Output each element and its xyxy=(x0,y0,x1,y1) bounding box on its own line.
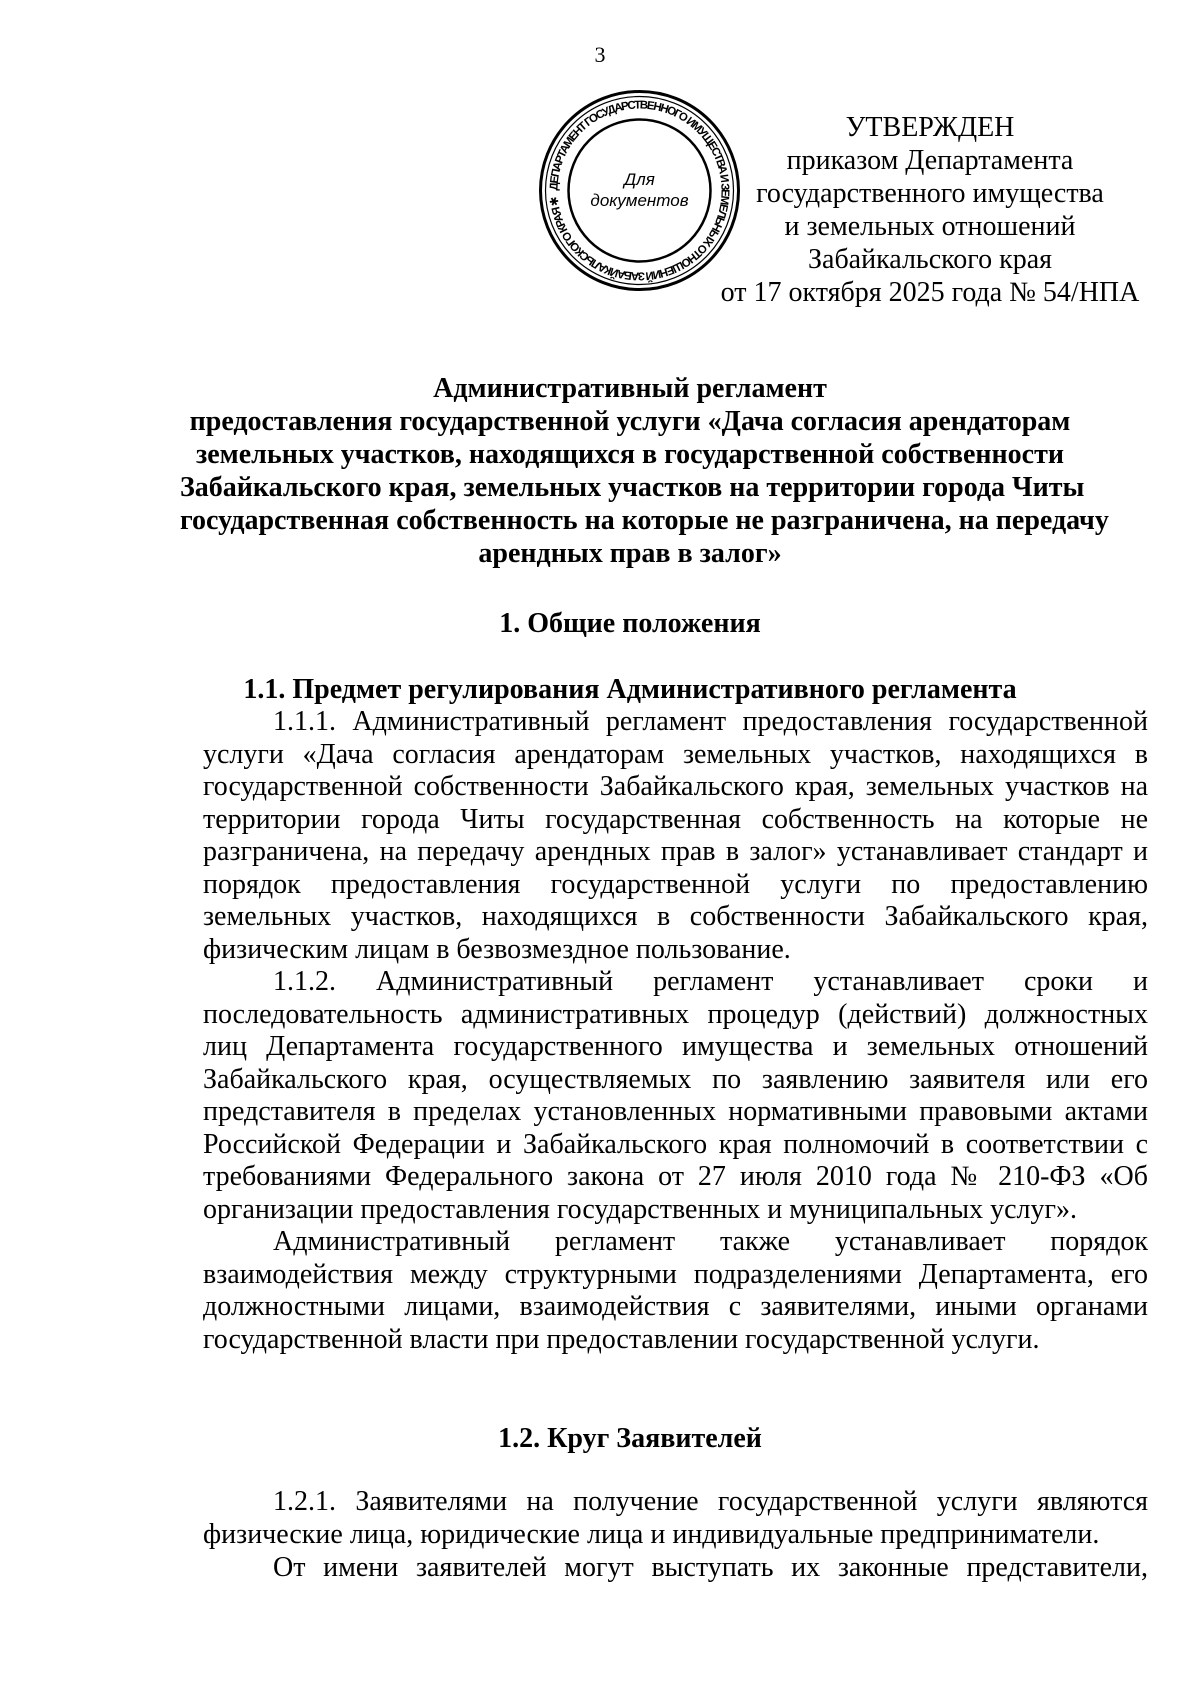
paragraph-line: 1.1.1. Административный регламент предоставления государственной xyxy=(273,706,1148,737)
paragraph-line: физические лица, юридические лица и индивидуальные предприниматели. xyxy=(203,1518,1100,1550)
paragraph-line: От имени заявителей могут выступать их законные представители, xyxy=(273,1552,1148,1583)
paragraph-line: последовательность административных процедур (действий) должностных xyxy=(203,998,1148,1030)
paragraph-representatives xyxy=(203,1552,1148,1585)
paragraph-1-2-1 xyxy=(203,1486,1148,1551)
approval-line: Забайкальского края xyxy=(807,244,1052,275)
paragraph-line: земельных участков, находящихся в собственности Забайкальского края, xyxy=(203,901,1148,932)
paragraph-line: Забайкальского края, осуществляемых по заявлению заявителя или его xyxy=(203,1063,1148,1095)
paragraph-line: должностными лицами, взаимодействия с заявителями, иными органами xyxy=(203,1291,1148,1322)
stamp-center-line1: Для xyxy=(624,170,655,189)
title-line: предоставления государственной услуги «Дача согласия арендаторам xyxy=(189,406,1071,437)
approval-line: УТВЕРЖДЕН xyxy=(845,112,1015,143)
approval-line: и земельных отношений xyxy=(784,211,1076,242)
title-line: государственная собственность на которые не разграничена, на передачу xyxy=(180,505,1109,536)
subsection-1-2-heading: 1.2. Круг Заявителей xyxy=(498,1423,762,1454)
paragraph-line: лиц Департамента государственного имущества и земельных отношений xyxy=(203,1031,1148,1062)
title-line: Административный регламент xyxy=(433,373,827,404)
paragraph-line: 1.2.1. Заявителями на получение государственной услуги являются xyxy=(273,1486,1148,1517)
paragraph-line: требованиями Федерального закона от 27 июля 2010 года № 210-ФЗ «Об xyxy=(203,1161,1148,1192)
paragraph-line: 1.1.2. Административный регламент устанавливает сроки и xyxy=(273,966,1148,997)
stamp-ring-textpath: ДЕПАРТАМЕНТ ГОСУДАРСТВЕННОГО ИМУЩЕСТВА И ЗЕМЕЛЬНЫХ ОТНОШЕНИЙ ЗАБАЙКАЛЬСКОГО КРАЯ ✱ xyxy=(548,99,731,282)
paragraph-line: представителя в пределах установленных нормативными правовыми актами xyxy=(203,1096,1148,1127)
paragraph-line: Российской Федерации и Забайкальского края полномочий в соответствии с xyxy=(203,1128,1148,1160)
paragraph-line: взаимодействия между структурными подразделениями Департамента, его xyxy=(203,1258,1148,1290)
approval-block xyxy=(700,111,1160,309)
approval-line: государственного имущества xyxy=(756,178,1104,209)
title-line: земельных участков, находящихся в государственной собственности xyxy=(196,439,1064,470)
paragraph-line: территории города Читы государственная собственность на которые не xyxy=(203,803,1148,835)
paragraph-line: Административный регламент также устанавливает порядок xyxy=(273,1226,1148,1257)
paragraph-line: услуги «Дача согласия арендаторам земельных участков, находящихся в xyxy=(203,738,1148,770)
page-number: 3 xyxy=(594,42,606,67)
paragraph-interaction xyxy=(203,1226,1148,1356)
paragraph-1-1-2 xyxy=(203,966,1148,1226)
title-line: арендных прав в залог» xyxy=(478,538,782,569)
stamp-center-line2: документов xyxy=(590,191,689,210)
subsection-1-1-heading: 1.1. Предмет регулирования Административного регламента xyxy=(243,674,1017,705)
title-line: Забайкальского края, земельных участков на территории города Читы xyxy=(180,472,1085,503)
approval-line: от 17 октября 2025 года № 54/НПА xyxy=(720,277,1140,308)
paragraph-1-1-1 xyxy=(203,706,1148,966)
paragraph-line: государственной собственности Забайкальского края, земельных участков на xyxy=(203,771,1148,802)
paragraph-line: физическим лицам в безвозмездное пользование. xyxy=(203,933,791,965)
document-title xyxy=(180,372,1109,570)
paragraph-line: порядок предоставления государственной услуги по предоставлению xyxy=(203,868,1148,900)
section-1-heading: 1. Общие положения xyxy=(499,608,761,639)
paragraph-line: организации предоставления государственных и муниципальных услуг». xyxy=(203,1193,1077,1225)
paragraph-line: разграничена, на передачу арендных прав в залог» устанавливает стандарт и xyxy=(203,836,1148,867)
approval-line: приказом Департамента xyxy=(786,145,1074,176)
paragraph-line: государственной власти при предоставлении государственной услуги. xyxy=(203,1323,1040,1355)
